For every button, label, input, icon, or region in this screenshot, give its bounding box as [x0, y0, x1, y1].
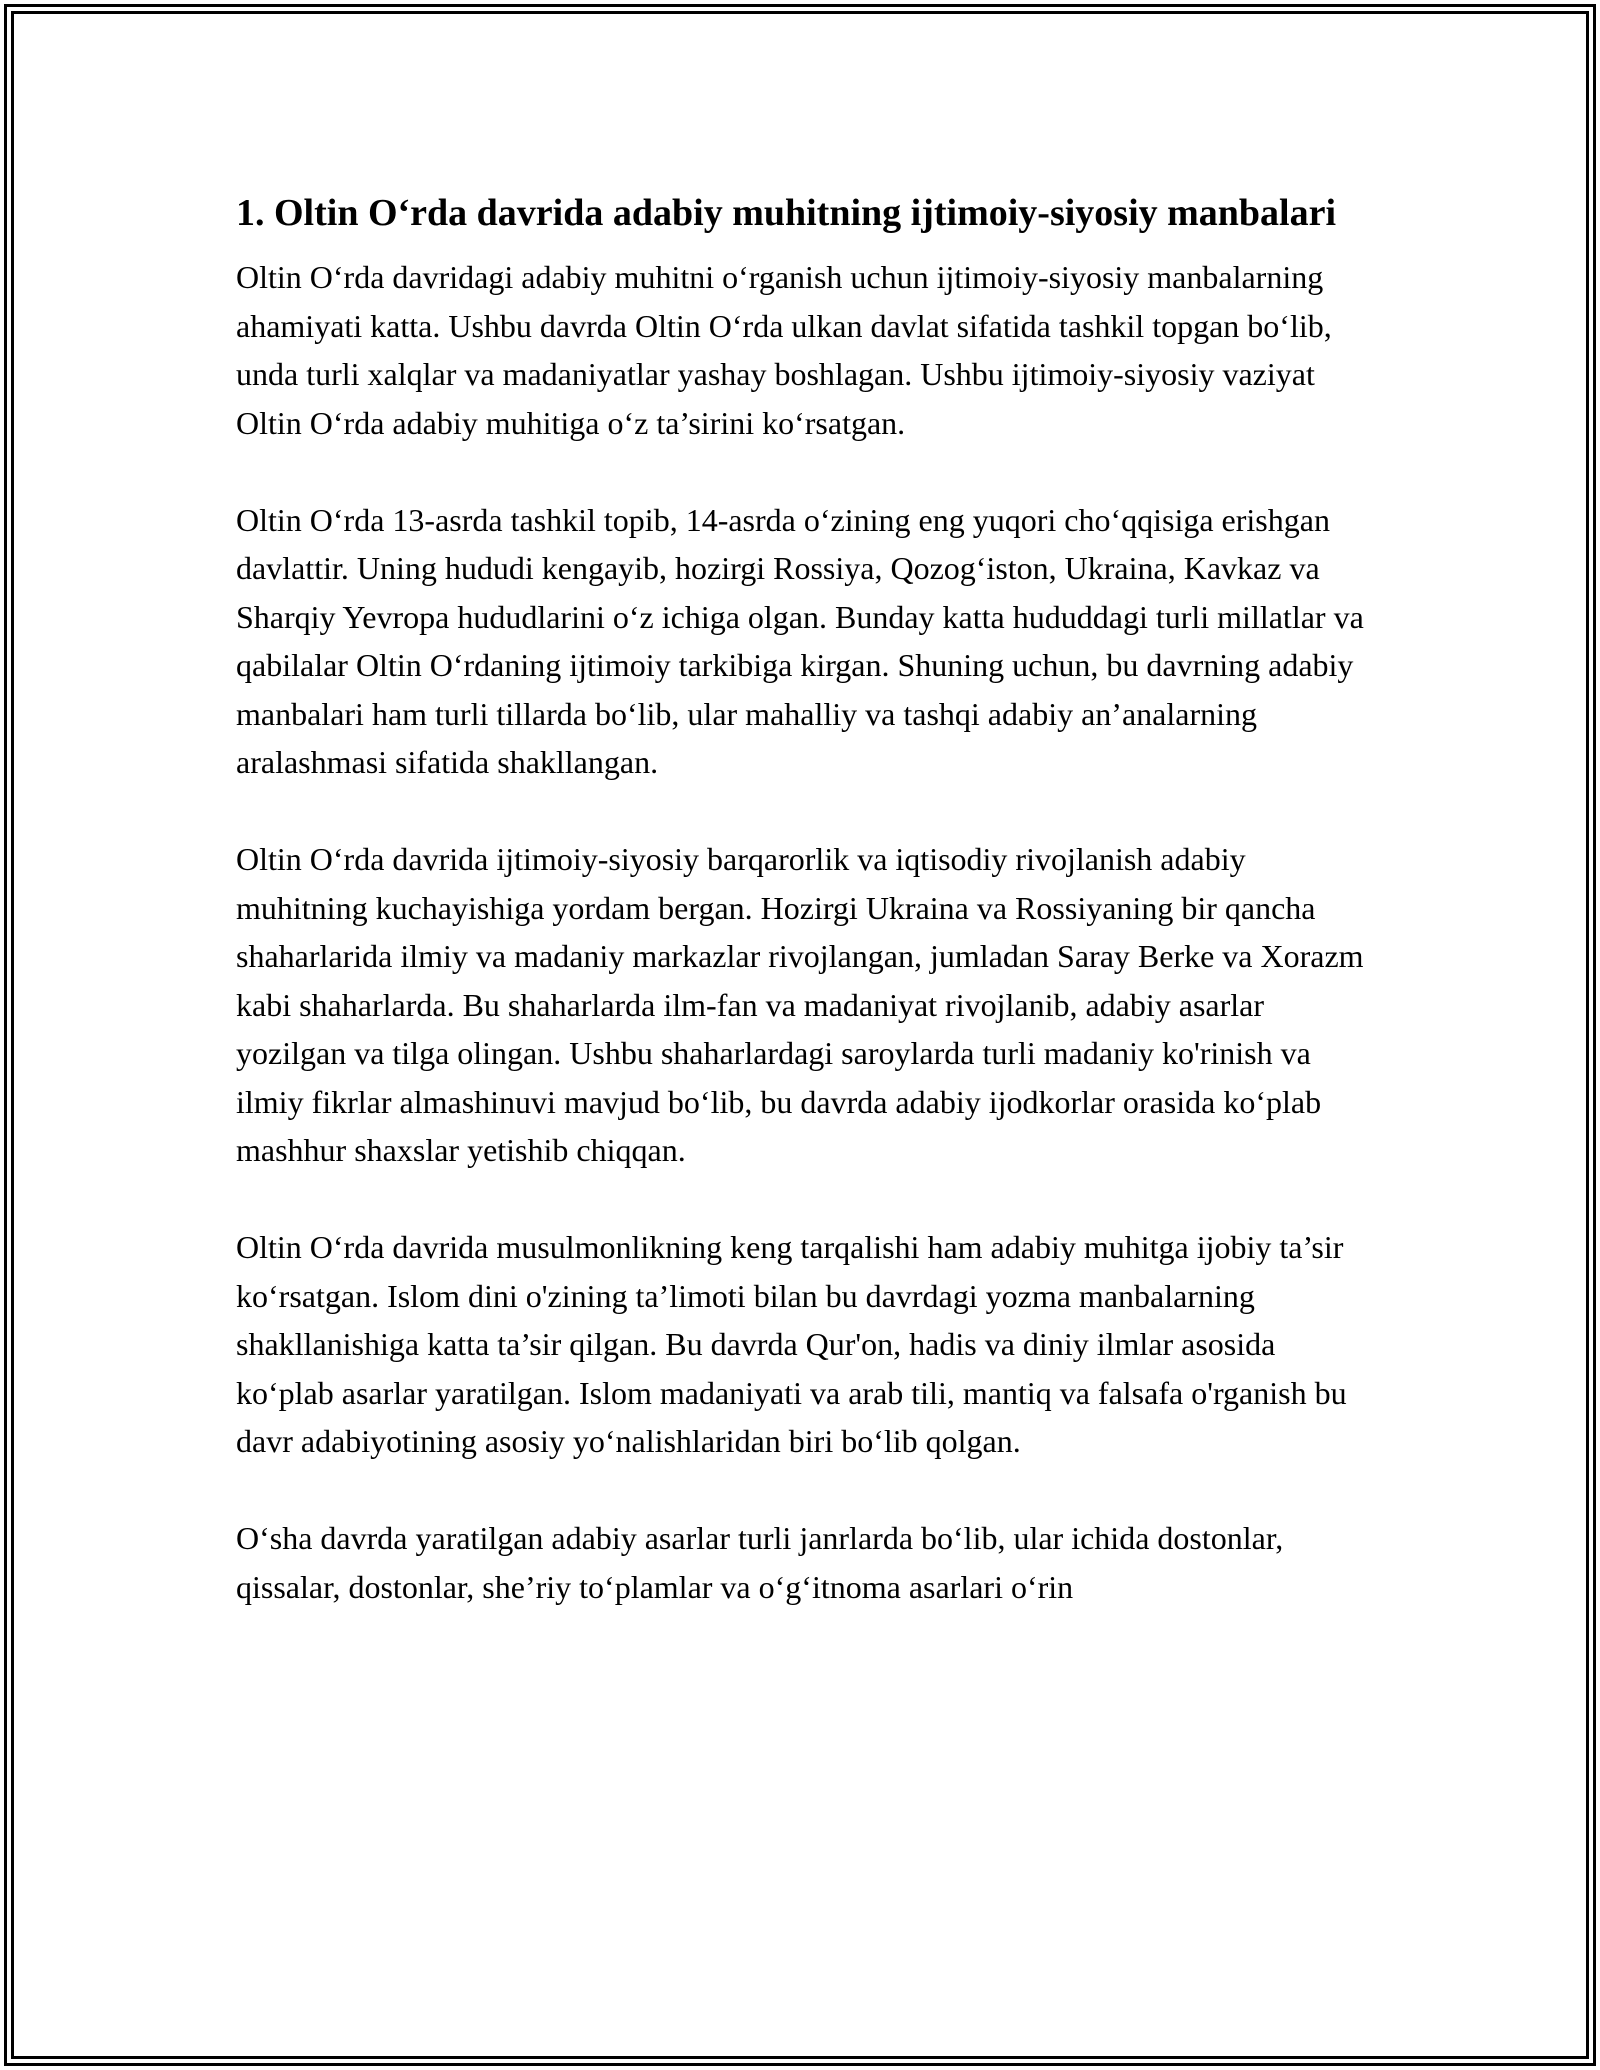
- paragraph-2: Oltin O‘rda 13-asrda tashkil topib, 14-asrda o‘zining eng yuqori cho‘qqisiga erishgan davlattir. Uning hududi kengayib, hozirgi Rossiya, Qozog‘iston, Ukraina, Kavkaz va Sharqiy Yevropa hududlarini o‘z ichiga olgan. Bunday katta hududdagi turli millatlar va qabilalar Oltin O‘rdaning ijtimoiy tarkibiga kirgan. Shuning uchun, bu davrning adabiy manbalari ham turli tillarda bo‘lib, ular mahalliy va tashqi adabiy an’analarning aralashmasi sifatida shakllangan.: [236, 501, 1364, 780]
- section-heading: 1. Oltin O‘rda davrida adabiy muhitning ijtimoiy-siyosiy manbalari: [236, 192, 1337, 234]
- document-body: [236, 186, 1376, 1660]
- paragraph-3: Oltin O‘rda davrida ijtimoiy-siyosiy barqarorlik va iqtisodiy rivojlanish adabiy muhitning kuchayishiga yordam bergan. Hozirgi Ukraina va Rossiyaning bir qancha shaharlarida ilmiy va madaniy markazlar rivojlangan, jumladan Saray Berke va Xorazm kabi shaharlarda. Bu shaharlarda ilm-fan va madaniyat rivojlanib, adabiy asarlar yozilgan va tilga olingan. Ushbu shaharlardagi saroylarda turli madaniy ko'rinish va ilmiy fikrlar almashinuvi mavjud bo‘lib, bu davrda adabiy ijodkorlar orasida ko‘plab mashhur shaxslar yetishib chiqqan.: [236, 841, 1364, 1168]
- paragraph-1: Oltin O‘rda davridagi adabiy muhitni o‘rganish uchun ijtimoiy-siyosiy manbalarning ahamiyati katta. Ushbu davrda Oltin O‘rda ulkan davlat sifatida tashkil topgan bo‘lib, unda turli xalqlar va madaniyatlar yashay boshlagan. Ushbu ijtimoiy-siyosiy vaziyat Oltin O‘rda adabiy muhitiga o‘z ta’sirini ko‘rsatgan.: [236, 259, 1332, 441]
- paragraph-5: O‘sha davrda yaratilgan adabiy asarlar turli janrlarda bo‘lib, ular ichida dostonlar, qissalar, dostonlar, she’riy to‘plamlar va o‘g‘itnoma asarlari o‘rin: [236, 1520, 1284, 1605]
- paragraph-4: Oltin O‘rda davrida musulmonlikning keng tarqalishi ham adabiy muhitga ijobiy ta’sir ko‘rsatgan. Islom dini o'zining ta’limoti bilan bu davrdagi yozma manbalarning shakllanishiga katta ta’sir qilgan. Bu davrda Qur'on, hadis va diniy ilmlar asosida ko‘plab asarlar yaratilgan. Islom madaniyati va arab tili, mantiq va falsafa o'rganish bu davr adabiyotining asosiy yo‘nalishlaridan biri bo‘lib qolgan.: [236, 1229, 1347, 1459]
